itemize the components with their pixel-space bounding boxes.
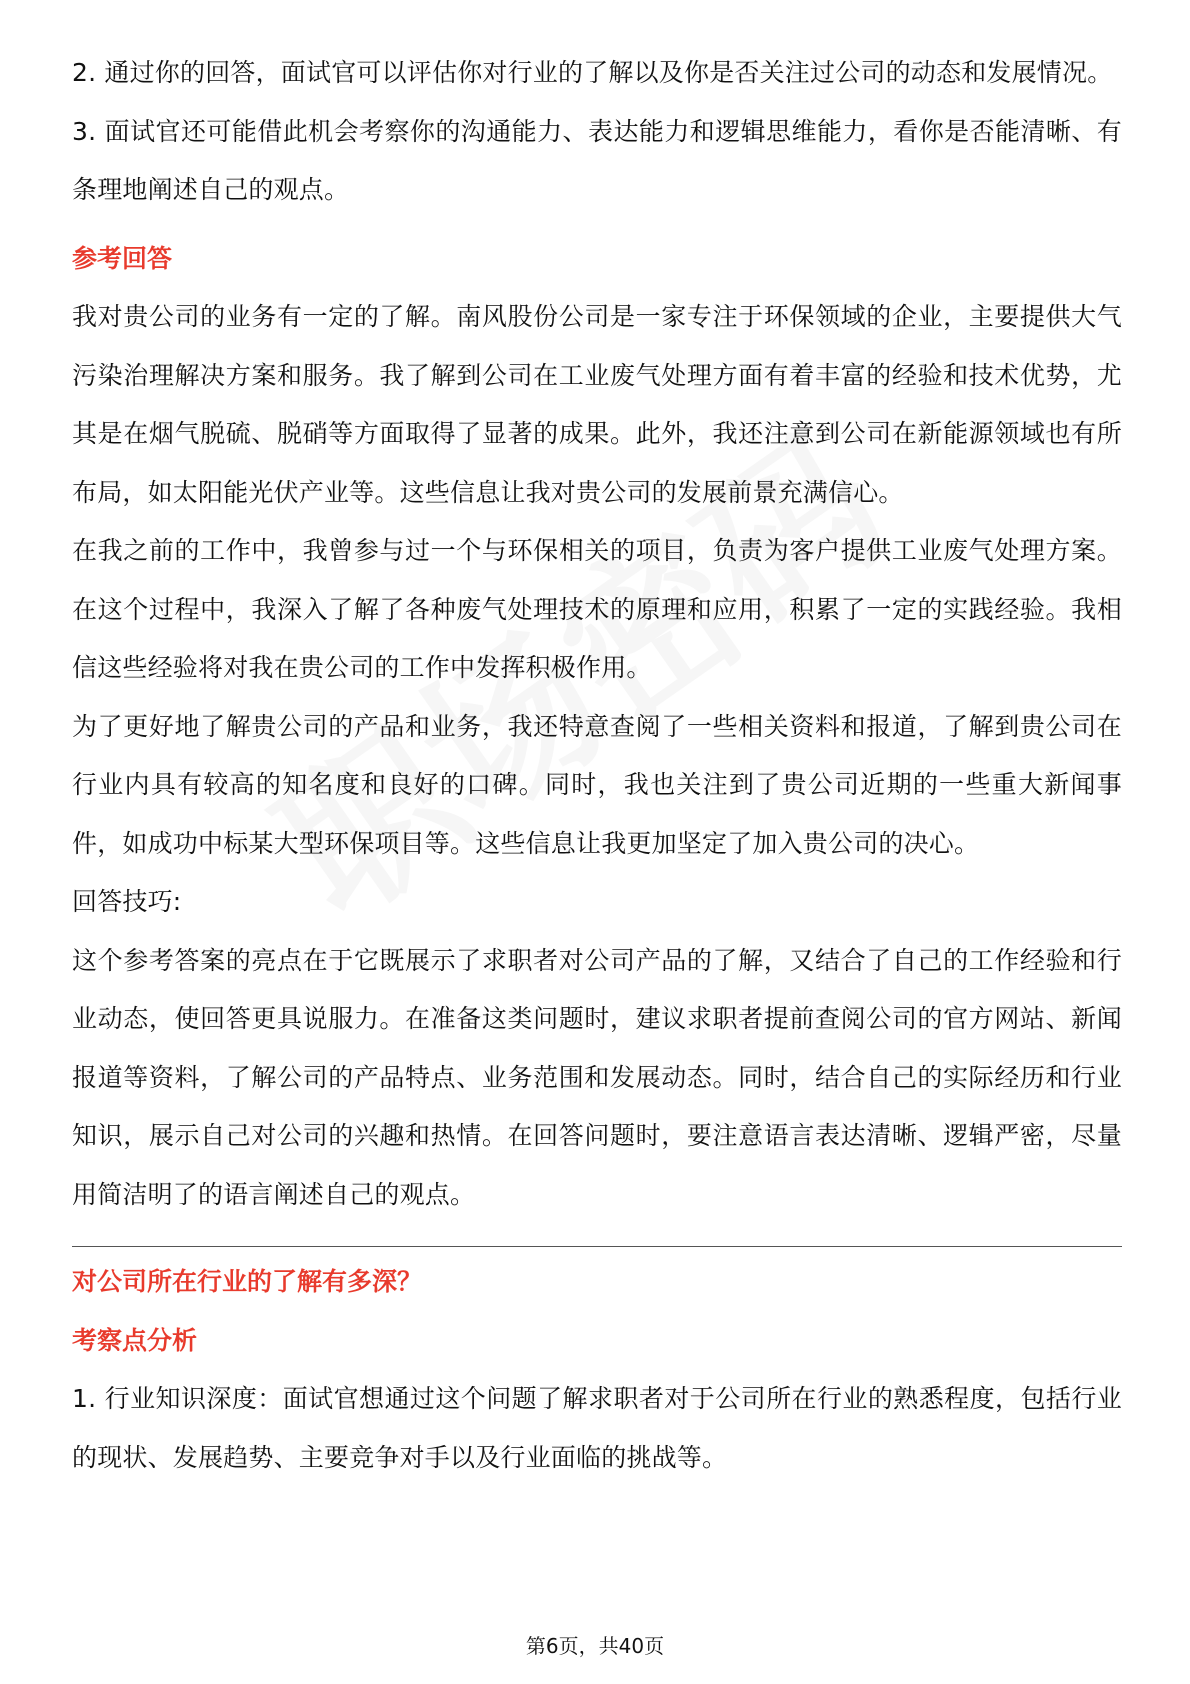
reference-paragraph-2: 在我之前的工作中，我曾参与过一个与环保相关的项目，负责为客户提供工业废气处理方案。在这个过程中，我深入了解了各种废气处理技术的原理和应用，积累了一定的实践经验。我相信这些经验将对我在贵公司的工作中发挥积极作用。: [72, 536, 1122, 682]
section-divider: [72, 1246, 1122, 1247]
reference-paragraph-1: 我对贵公司的业务有一定的了解。南风股份公司是一家专注于环保领域的企业，主要提供大气污染治理解决方案和服务。我了解到公司在工业废气处理方面有着丰富的经验和技术优势，尤其是在烟气脱硫、脱硝等方面取得了显著的成果。此外，我还注意到公司在新能源领域也有所布局，如太阳能光伏产业等。这些信息让我对贵公司的发展前景充满信心。: [72, 302, 1122, 507]
question-title: 对公司所在行业的了解有多深？: [72, 1267, 423, 1296]
tips-label: 回答技巧:: [72, 887, 182, 916]
reference-paragraph-3: 为了更好地了解贵公司的产品和业务，我还特意查阅了一些相关资料和报道，了解到贵公司在行业内具有较高的知名度和良好的口碑。同时，我也关注到了贵公司近期的一些重大新闻事件，如成功中标某大型环保项目等。这些信息让我更加坚定了加入贵公司的决心。: [72, 711, 1122, 858]
intro-point-2: 2. 通过你的回答，面试官可以评估你对行业的了解以及你是否关注过公司的动态和发展情况。: [72, 58, 1113, 87]
analysis-heading: 考察点分析: [72, 1325, 198, 1355]
reference-answer-heading: 参考回答: [72, 243, 173, 273]
page-content: [72, 44, 1122, 1487]
tips-paragraph: 这个参考答案的亮点在于它既展示了求职者对公司产品的了解，又结合了自己的工作经验和行业动态，使回答更具说服力。在准备这类问题时，建议求职者提前查阅公司的官方网站、新闻报道等资料，了解公司的产品特点、业务范围和发展动态。同时，结合自己的实际经历和行业知识，展示自己对公司的兴趣和热情。在回答问题时，要注意语言表达清晰、逻辑严密，尽量用简洁明了的语言阐述自己的观点。: [72, 945, 1122, 1209]
intro-point-3: 3. 面试官还可能借此机会考察你的沟通能力、表达能力和逻辑思维能力，看你是否能清晰、有条理地阐述自己的观点。: [72, 116, 1122, 204]
analysis-point-1: 1. 行业知识深度：面试官想通过这个问题了解求职者对于公司所在行业的熟悉程度，包括行业的现状、发展趋势、主要竞争对手以及行业面临的挑战等。: [72, 1384, 1122, 1472]
page-number: 第6页，共40页: [525, 1634, 665, 1658]
